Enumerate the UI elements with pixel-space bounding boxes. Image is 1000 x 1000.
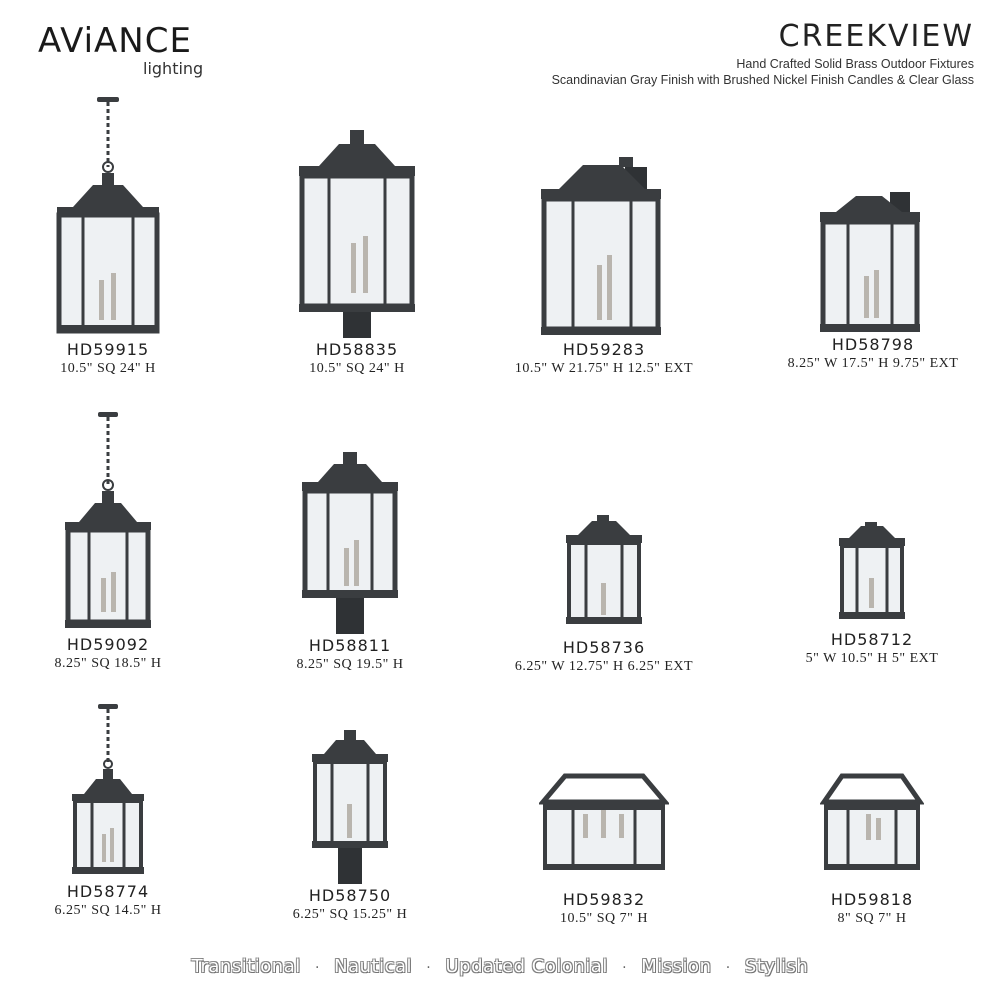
wall-lantern-icon	[818, 190, 928, 335]
tag-nautical: Nautical	[334, 956, 413, 977]
product-code: HD58798	[831, 335, 915, 354]
product-code: HD58811	[308, 636, 392, 655]
post-lantern-icon	[300, 450, 400, 636]
product-code: HD58736	[562, 638, 646, 657]
product-card[interactable]	[752, 520, 992, 668]
product-dimensions: 8.25" SQ 18.5" H	[54, 656, 162, 671]
product-code: HD58750	[308, 886, 392, 905]
product-dimensions: 6.25" W 12.75" H 6.25" EXT	[514, 659, 694, 674]
product-dimensions: 10.5" SQ 24" H	[60, 361, 156, 376]
brand-name: AViANCE	[38, 21, 192, 61]
tag-separator: ·	[426, 960, 432, 976]
flush-mount-icon	[539, 772, 669, 890]
pendant-lantern-icon	[70, 702, 146, 882]
brand-logo	[38, 21, 208, 78]
product-dimensions: 6.25" SQ 14.5" H	[54, 903, 162, 918]
product-code: HD58774	[66, 882, 150, 901]
product-dimensions: 6.25" SQ 15.25" H	[292, 907, 408, 922]
product-card[interactable]	[230, 450, 470, 674]
product-code: HD59915	[66, 340, 150, 359]
wall-lantern-icon	[539, 155, 669, 340]
product-code: HD59832	[562, 890, 646, 909]
style-tags	[0, 956, 1000, 977]
product-dimensions: 8" SQ 7" H	[837, 911, 907, 926]
tag-separator: ·	[725, 960, 731, 976]
wall-lantern-icon	[837, 520, 907, 630]
product-dimensions: 10.5" SQ 7" H	[560, 911, 648, 926]
product-card[interactable]	[0, 702, 228, 920]
product-card[interactable]	[230, 728, 470, 924]
product-code: HD58712	[830, 630, 914, 649]
product-card[interactable]	[484, 155, 724, 378]
post-lantern-icon	[310, 728, 390, 886]
collection-description: Hand Crafted Solid Brass Outdoor Fixtures	[736, 57, 974, 71]
wall-lantern-icon	[564, 513, 644, 638]
flush-mount-icon	[820, 772, 924, 890]
tag-separator: ·	[314, 960, 320, 976]
collection-finish: Scandinavian Gray Finish with Brushed Nickel Finish Candles & Clear Glass	[551, 73, 974, 87]
product-card[interactable]	[0, 410, 228, 673]
product-code: HD58835	[315, 340, 399, 359]
product-card[interactable]	[484, 513, 724, 676]
post-lantern-icon	[297, 128, 417, 340]
tag-mission: Mission	[641, 956, 712, 977]
product-card[interactable]	[484, 772, 724, 928]
tag-stylish: Stylish	[744, 956, 809, 977]
product-card[interactable]	[237, 128, 477, 378]
product-card[interactable]	[752, 772, 992, 928]
product-card[interactable]	[0, 95, 228, 378]
product-code: HD59283	[562, 340, 646, 359]
tag-separator: ·	[622, 960, 628, 976]
tag-transitional: Transitional	[191, 956, 301, 977]
pendant-lantern-icon	[63, 410, 153, 635]
product-dimensions: 10.5" W 21.75" H 12.5" EXT	[514, 361, 694, 376]
collection-header	[552, 18, 974, 88]
product-card[interactable]	[753, 190, 993, 373]
product-code: HD59818	[830, 890, 914, 909]
product-dimensions: 8.25" W 17.5" H 9.75" EXT	[787, 356, 959, 371]
tag-updated-colonial: Updated Colonial	[445, 956, 608, 977]
product-dimensions: 8.25" SQ 19.5" H	[296, 657, 404, 672]
pendant-lantern-icon	[53, 95, 163, 340]
product-dimensions: 10.5" SQ 24" H	[309, 361, 405, 376]
brand-sub: lighting	[143, 59, 204, 78]
collection-title: CREEKVIEW	[778, 19, 974, 54]
product-dimensions: 5" W 10.5" H 5" EXT	[805, 651, 939, 666]
product-code: HD59092	[66, 635, 150, 654]
